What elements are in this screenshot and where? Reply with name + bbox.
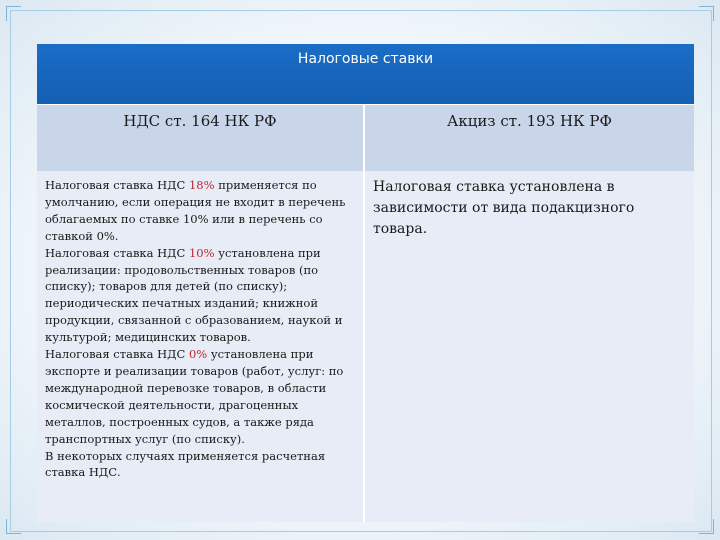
vat-paragraph-0: Налоговая ставка НДС 0% установлена при экспорте и реализации товаров (работ, услуг: по международной перевозке товаров, в области космической деятельности, драгоценных металлов, построенных судов, а также ряда транспортных услуг (по списку). (45, 347, 344, 446)
vat-paragraph-calculated: В некоторых случаях применяется расчетная ставка НДС. (45, 448, 326, 480)
rate-18: 18% (188, 178, 215, 192)
table-header (37, 44, 694, 105)
corner-ornament-top-right (699, 6, 714, 21)
vat-paragraph-18: Налоговая ставка НДС 18% применяется по умолчанию, если операция не входит в перечень облагаемых по ставке 10% или в перечень со ставкой 0%. (45, 178, 346, 243)
vat-paragraph-10: Налоговая ставка НДС 10% установлена при реализации: продовольственных товаров (по списку); товаров для детей (по списку); периодических печатных изданий; книжной продукции, связанной с образованием, наукой и культурой; медицинских товаров. (45, 245, 343, 345)
rate-10: 10% (188, 245, 215, 260)
table-title: Налоговые ставки (297, 51, 434, 67)
corner-ornament-bottom-right (699, 519, 714, 534)
corner-ornament-bottom-left (6, 519, 21, 534)
tax-rates-table (37, 44, 694, 522)
column-header-excise: Акциз ст. 193 НК РФ (364, 105, 694, 172)
excise-cell (364, 171, 694, 522)
column-header-vat: НДС ст. 164 НК РФ (37, 105, 364, 172)
corner-ornament-top-left (6, 6, 21, 21)
rate-0: 0% (188, 347, 208, 362)
excise-text: Налоговая ставка установлена в зависимости от вида подакцизного товара. (373, 179, 635, 237)
vat-cell (37, 171, 364, 522)
